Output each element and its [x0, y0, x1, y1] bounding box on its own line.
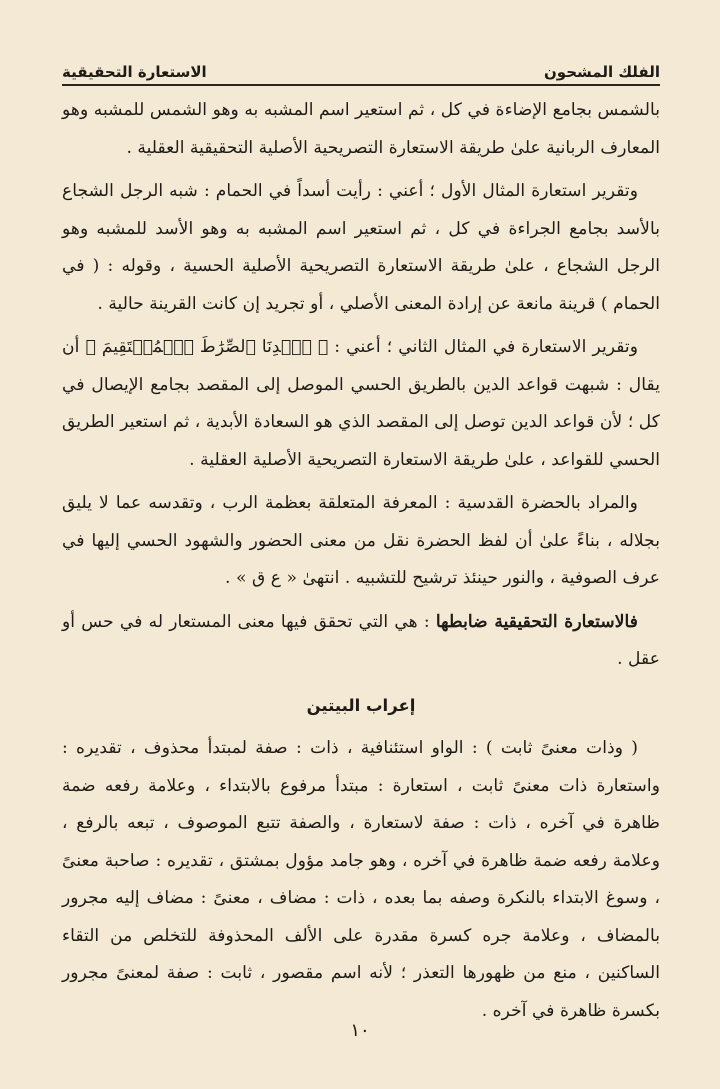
body-text [62, 92, 660, 1030]
page-number: ١٠ [350, 1020, 370, 1041]
paragraph-4: والمراد بالحضرة القدسية : المعرفة المتعلقة بعظمة الرب ، وتقدسه عما لا يليق بجلاله ، بناءً علىٰ أن لفظ الحضرة نقل من معنى الحضور والشهود الحسي إليها في عرف الصوفية ، والنور حينئذ ترشيح للتشبيه . انتهىٰ « ع ق » . [62, 493, 660, 588]
running-header [62, 55, 660, 81]
header-rule [62, 84, 660, 86]
definition-paragraph [62, 604, 660, 679]
section-heading: إعراب البيتين [306, 695, 416, 715]
paragraph-2: وتقرير استعارة المثال الأول ؛ أعني : رأيت أسداً في الحمام : شبه الرجل الشجاع بالأسد بجامع الجراءة في كل ، ثم استعير اسم المشبه به وهو الأسد للمشبه وهو الرجل الشجاع ، علىٰ طريقة الاستعارة التصريحية الأصلية الحسية ، وقوله : ( في الحمام ) قرينة مانعة عن إرادة المعنى الأصلي ، أو تجريد إن كانت القرينة حالية . [62, 181, 660, 314]
definition-text: : هي التي تحقق فيها معنى المستعار له في حس أو عقل . [62, 611, 660, 669]
irab-paragraph: ( وذات معنىً ثابت ) : الواو استئنافية ، ذات : صفة لمبتدأ محذوف ، تقديره : واستعارة ذات معنىً ثابت ، استعارة : مبتدأ مرفوع بالابتداء ، وعلامة رفعه ضمة ظاهرة في آخره ، ذات : صفة لاستعارة ، والصفة تتبع الموصوف ، تبعه بالرفع ، وعلامة رفعه ضمة ظاهرة في آخره ، وهو جامد مؤول بمشتق ، تقديره : صاحبة معنىً ، وسوغ الابتداء بالنكرة وصفه بما بعده ، ذات : مضاف ، معنىً : مضاف إليه مجرور بالمضاف ، وعلامة جره كسرة مقدرة على الألف المحذوفة للتخلص من التقاء الساكنين ، منع من ظهورها التعذر ؛ لأنه اسم مقصور ، ثابت : صفة لمعنىً مجرور بكسرة ظاهرة في آخره . [62, 738, 660, 1021]
section-title: الاستعارة التحقيقية [62, 63, 207, 81]
paragraph-1: بالشمس بجامع الإضاءة في كل ، ثم استعير اسم المشبه به وهو الشمس للمشبه وهو المعارف الربانية علىٰ طريقة الاستعارة التصريحية الأصلية التحقيقية العقلية . [62, 100, 660, 158]
paragraph-3: وتقرير الاستعارة في المثال الثاني ؛ أعني : ﴿ ٱهۡدِنَا ٱلصِّرَٰطَ ٱلۡمُسۡتَقِيمَ ﴾ أن يقال : شبهت قواعد الدين بالطريق الحسي الموصل إلى المقصد بجامع الإيصال في كل ؛ لأن قواعد الدين توصل إلى المقصد الذي هو السعادة الأبدية ، ثم استعير الطريق الحسي للقواعد ، علىٰ طريقة الاستعارة التصريحية الأصلية العقلية . [62, 337, 660, 470]
definition-lead: فالاستعارة التحقيقية ضابطها [435, 611, 638, 632]
book-title: الفلك المشحون [544, 63, 660, 81]
